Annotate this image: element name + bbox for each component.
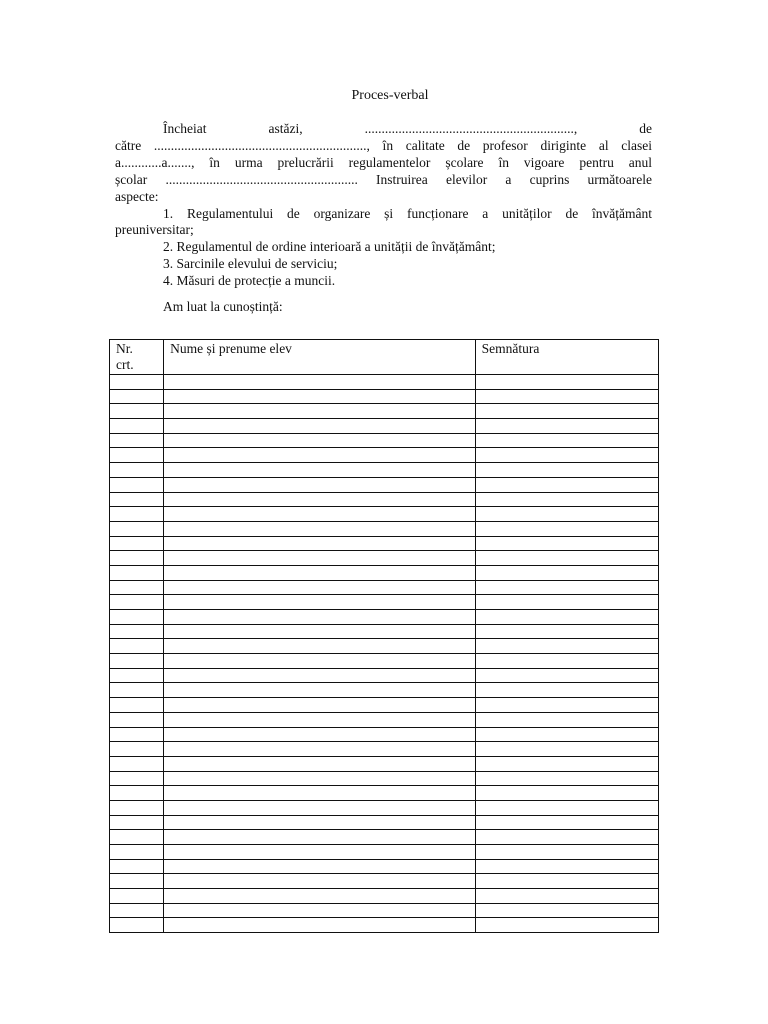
- signature-cell: [475, 624, 658, 639]
- nr-cell: [110, 815, 164, 830]
- table-row: [110, 624, 659, 639]
- document-title: Proces-verbal: [351, 88, 429, 103]
- table-row: [110, 800, 659, 815]
- intro-line-1: Încheiat astăzi, .............................................................., de: [163, 121, 652, 136]
- name-cell: [164, 375, 476, 390]
- table-row: [110, 654, 659, 669]
- table-row: [110, 492, 659, 507]
- list-item-4: 4. Măsuri de protecție a muncii.: [163, 273, 336, 289]
- header-nr: [110, 340, 164, 375]
- intro-line-4: școlar ......................................................... Instruirea elevilor a cuprins următoarele: [115, 171, 652, 187]
- signature-cell: [475, 698, 658, 713]
- nr-cell: [110, 536, 164, 551]
- nr-cell: [110, 492, 164, 507]
- nr-cell: [110, 727, 164, 742]
- signature-cell: [475, 492, 658, 507]
- table-row: [110, 507, 659, 522]
- nr-cell: [110, 580, 164, 595]
- signature-cell: [475, 742, 658, 757]
- table-row: [110, 742, 659, 757]
- nr-cell: [110, 448, 164, 463]
- nr-cell: [110, 624, 164, 639]
- signature-cell: [475, 565, 658, 580]
- list-item-2: 2. Regulamentul de ordine interioară a unității de învățământ;: [163, 239, 496, 255]
- name-cell: [164, 786, 476, 801]
- signature-cell: [475, 903, 658, 918]
- name-cell: [164, 610, 476, 625]
- nr-cell: [110, 389, 164, 404]
- name-cell: [164, 565, 476, 580]
- table-row: [110, 463, 659, 478]
- list-item-3: 3. Sarcinile elevului de serviciu;: [163, 256, 338, 272]
- signature-cell: [475, 727, 658, 742]
- nr-cell: [110, 756, 164, 771]
- nr-cell: [110, 771, 164, 786]
- signature-cell: [475, 507, 658, 522]
- name-cell: [164, 419, 476, 434]
- name-cell: [164, 712, 476, 727]
- signature-cell: [475, 771, 658, 786]
- name-cell: [164, 433, 476, 448]
- name-cell: [164, 536, 476, 551]
- table-row: [110, 521, 659, 536]
- nr-cell: [110, 874, 164, 889]
- name-cell: [164, 463, 476, 478]
- table-row: [110, 610, 659, 625]
- name-cell: [164, 448, 476, 463]
- name-cell: [164, 742, 476, 757]
- signature-cell: [475, 477, 658, 492]
- nr-cell: [110, 639, 164, 654]
- nr-cell: [110, 845, 164, 860]
- name-cell: [164, 889, 476, 904]
- table-row: [110, 404, 659, 419]
- signature-cell: [475, 419, 658, 434]
- signature-cell: [475, 845, 658, 860]
- nr-cell: [110, 889, 164, 904]
- signature-cell: [475, 815, 658, 830]
- table-row: [110, 727, 659, 742]
- table-body: [110, 375, 659, 933]
- table-row: [110, 889, 659, 904]
- table-row: [110, 433, 659, 448]
- signature-cell: [475, 889, 658, 904]
- nr-cell: [110, 712, 164, 727]
- signature-cell: [475, 800, 658, 815]
- nr-cell: [110, 786, 164, 801]
- signature-cell: [475, 639, 658, 654]
- intro-line-3: a............a......., în urma prelucrării regulamentelor școlare în vigoare pentru anul: [115, 154, 652, 170]
- signature-cell: [475, 756, 658, 771]
- nr-cell: [110, 918, 164, 933]
- table-row: [110, 815, 659, 830]
- header-nr-label: Nr. crt.: [116, 341, 134, 372]
- spacer: [115, 290, 652, 299]
- table-row: [110, 712, 659, 727]
- intro-line-2: către ..............................................................., în calitate de profesor diriginte al clasei: [115, 137, 652, 153]
- name-cell: [164, 756, 476, 771]
- nr-cell: [110, 668, 164, 683]
- signature-cell: [475, 521, 658, 536]
- table-row: [110, 698, 659, 713]
- nr-cell: [110, 551, 164, 566]
- name-cell: [164, 507, 476, 522]
- signature-cell: [475, 654, 658, 669]
- name-cell: [164, 845, 476, 860]
- table-row: [110, 771, 659, 786]
- name-cell: [164, 580, 476, 595]
- nr-cell: [110, 683, 164, 698]
- nr-cell: [110, 433, 164, 448]
- nr-cell: [110, 521, 164, 536]
- name-cell: [164, 727, 476, 742]
- signature-cell: [475, 536, 658, 551]
- table-row: [110, 419, 659, 434]
- signature-cell: [475, 874, 658, 889]
- intro-line-5: aspecte:: [115, 188, 159, 204]
- nr-cell: [110, 375, 164, 390]
- signature-cell: [475, 463, 658, 478]
- signature-cell: [475, 448, 658, 463]
- nr-cell: [110, 830, 164, 845]
- signature-cell: [475, 389, 658, 404]
- table-row: [110, 375, 659, 390]
- table-row: [110, 565, 659, 580]
- header-signature-label: Semnătura: [481, 341, 540, 356]
- table-row: [110, 668, 659, 683]
- nr-cell: [110, 565, 164, 580]
- header-name-label: Nume și prenume elev: [170, 341, 292, 356]
- name-cell: [164, 404, 476, 419]
- signature-cell: [475, 404, 658, 419]
- table-row: [110, 918, 659, 933]
- name-cell: [164, 859, 476, 874]
- table-row: [110, 845, 659, 860]
- name-cell: [164, 683, 476, 698]
- header-name: [164, 340, 476, 375]
- nr-cell: [110, 595, 164, 610]
- signature-cell: [475, 580, 658, 595]
- table-row: [110, 859, 659, 874]
- name-cell: [164, 668, 476, 683]
- table-row: [110, 874, 659, 889]
- table-row: [110, 903, 659, 918]
- table-row: [110, 595, 659, 610]
- nr-cell: [110, 903, 164, 918]
- signature-cell: [475, 610, 658, 625]
- table-row: [110, 683, 659, 698]
- nr-cell: [110, 507, 164, 522]
- nr-cell: [110, 742, 164, 757]
- signature-cell: [475, 551, 658, 566]
- table-row: [110, 830, 659, 845]
- nr-cell: [110, 404, 164, 419]
- name-cell: [164, 624, 476, 639]
- nr-cell: [110, 477, 164, 492]
- name-cell: [164, 800, 476, 815]
- name-cell: [164, 874, 476, 889]
- nr-cell: [110, 654, 164, 669]
- table-header-row: [110, 340, 659, 375]
- table-row: [110, 551, 659, 566]
- acknowledgement-text: Am luat la cunoștință:: [163, 299, 283, 315]
- signature-cell: [475, 683, 658, 698]
- nr-cell: [110, 463, 164, 478]
- signature-table: [109, 339, 659, 933]
- list-item-1-line-2: preuniversitar;: [115, 222, 194, 238]
- document-body: [115, 121, 652, 316]
- name-cell: [164, 492, 476, 507]
- table-row: [110, 639, 659, 654]
- table-row: [110, 448, 659, 463]
- name-cell: [164, 389, 476, 404]
- table-row: [110, 389, 659, 404]
- signature-cell: [475, 433, 658, 448]
- signature-cell: [475, 668, 658, 683]
- name-cell: [164, 771, 476, 786]
- name-cell: [164, 830, 476, 845]
- signature-cell: [475, 918, 658, 933]
- name-cell: [164, 477, 476, 492]
- name-cell: [164, 698, 476, 713]
- signature-cell: [475, 375, 658, 390]
- name-cell: [164, 639, 476, 654]
- header-signature: [475, 340, 658, 375]
- nr-cell: [110, 859, 164, 874]
- signature-cell: [475, 712, 658, 727]
- name-cell: [164, 918, 476, 933]
- name-cell: [164, 815, 476, 830]
- table-row: [110, 786, 659, 801]
- name-cell: [164, 654, 476, 669]
- table-row: [110, 756, 659, 771]
- signature-cell: [475, 595, 658, 610]
- nr-cell: [110, 800, 164, 815]
- signature-cell: [475, 859, 658, 874]
- nr-cell: [110, 419, 164, 434]
- name-cell: [164, 595, 476, 610]
- name-cell: [164, 551, 476, 566]
- signature-cell: [475, 830, 658, 845]
- nr-cell: [110, 698, 164, 713]
- table-row: [110, 536, 659, 551]
- name-cell: [164, 903, 476, 918]
- table-row: [110, 580, 659, 595]
- list-item-1-line-1: 1. Regulamentului de organizare și funcționare a unităților de învățământ: [163, 205, 652, 221]
- signature-cell: [475, 786, 658, 801]
- table-row: [110, 477, 659, 492]
- nr-cell: [110, 610, 164, 625]
- name-cell: [164, 521, 476, 536]
